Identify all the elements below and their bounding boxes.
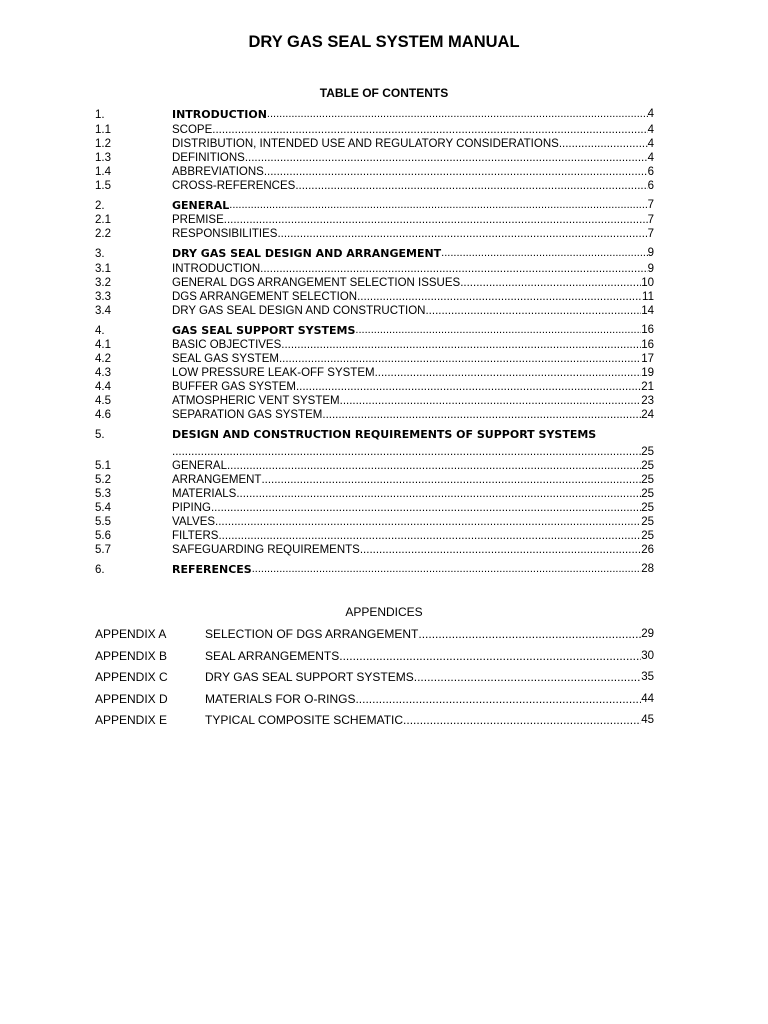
toc-subentry-page: 7 (647, 214, 654, 226)
appendix-title: MATERIALS FOR O-RINGS (205, 691, 356, 706)
appendix-text (205, 669, 654, 691)
toc-entry[interactable] (95, 246, 654, 262)
toc-subentry-number: 5.7 (95, 543, 111, 556)
toc-entry[interactable] (95, 107, 654, 123)
toc-subentry-page: 4 (647, 137, 654, 150)
toc-subentry-number: 1.3 (95, 151, 111, 164)
appendix-title: DRY GAS SEAL SUPPORT SYSTEMS (205, 670, 414, 684)
appendix-number: APPENDIX B (95, 648, 168, 663)
toc-subentry-text (172, 165, 654, 179)
toc-section (95, 246, 654, 318)
toc-subentry[interactable] (95, 227, 654, 241)
toc-subentry-number: 5.1 (95, 459, 111, 472)
toc-section (95, 107, 654, 193)
dot-leader (441, 246, 647, 262)
toc-entry-text (172, 107, 654, 123)
toc-entry-continuation (95, 445, 654, 459)
toc-entry-title: REFERENCES (172, 562, 252, 576)
dot-leader (357, 290, 642, 304)
appendix-text (205, 626, 654, 648)
toc-subentry-page: 11 (642, 290, 654, 303)
toc-subentry[interactable] (95, 262, 654, 276)
toc-subentry-title: CROSS-REFERENCES (172, 179, 296, 192)
toc-subentry-page: 25 (641, 487, 654, 500)
toc-subentry-page: 6 (647, 179, 654, 192)
toc-entry-text (172, 445, 654, 459)
toc-subentry-title: MATERIALS (172, 487, 237, 500)
dot-leader (236, 487, 641, 501)
toc-subentry-title: SCOPE (172, 123, 213, 136)
toc-subentry-page: 24 (641, 409, 654, 421)
toc-subentry[interactable] (95, 151, 654, 165)
toc-subentry-text (172, 543, 654, 557)
toc-section (95, 562, 654, 578)
toc-subentry-title: SEAL GAS SYSTEM (172, 353, 279, 365)
dot-leader (281, 338, 641, 352)
dot-leader (339, 648, 641, 670)
toc-subentry-page: 4 (647, 151, 654, 164)
toc-subentry-text (172, 501, 654, 515)
toc-subentry-number: 5.2 (95, 473, 111, 486)
toc-subentry[interactable] (95, 543, 654, 557)
toc-subentry-page: 25 (641, 473, 654, 486)
toc-entry-page: 28 (641, 562, 654, 575)
toc-subentry-page: 17 (641, 353, 654, 365)
toc-entry-title: GENERAL (172, 198, 230, 212)
toc-subentry-text (172, 262, 654, 276)
toc-section (95, 198, 654, 242)
toc-subentry[interactable] (95, 515, 654, 529)
toc-subentry-number: 4.4 (95, 381, 111, 393)
appendix-page: 30 (641, 649, 654, 662)
toc-subentry-text (172, 137, 654, 151)
toc-subentry-text (172, 338, 654, 352)
toc-subentry-number: 4.2 (95, 353, 111, 365)
toc-subentry-text (172, 213, 654, 227)
toc-subentry-number: 4.3 (95, 367, 111, 379)
toc-subentry-page: 4 (647, 123, 654, 136)
toc-entry-number: 3. (95, 248, 105, 260)
toc-subentry-page: 23 (641, 395, 654, 407)
toc-subentry[interactable] (95, 366, 654, 380)
toc-subentry-title: LOW PRESSURE LEAK-OFF SYSTEM (172, 367, 375, 379)
table-of-contents (95, 107, 654, 582)
dot-leader (559, 137, 648, 151)
toc-subentry-title: BUFFER GAS SYSTEM (172, 381, 296, 393)
appendix-title: SELECTION OF DGS ARRANGEMENT (205, 627, 419, 641)
toc-subentry[interactable] (95, 380, 654, 394)
dot-leader (295, 179, 647, 193)
toc-subentry-page: 21 (641, 381, 654, 393)
appendix-number: APPENDIX E (95, 713, 168, 727)
dot-leader (260, 262, 647, 276)
dot-leader (261, 473, 641, 487)
dot-leader (218, 529, 641, 543)
toc-subentry-title: DISTRIBUTION, INTENDED USE AND REGULATORY CONSIDERATIONS (172, 137, 559, 150)
toc-subentry-number: 4.6 (95, 409, 111, 421)
toc-subentry-page: 10 (641, 276, 654, 289)
toc-subentry-title: ATMOSPHERIC VENT SYSTEM (172, 395, 340, 407)
toc-subentry[interactable] (95, 487, 654, 501)
toc-entry[interactable] (95, 198, 654, 214)
appendix-text (205, 648, 654, 670)
dot-leader (360, 543, 641, 557)
toc-subentry-number: 5.5 (95, 515, 111, 528)
dot-leader (375, 366, 642, 380)
toc-subentry-title: GENERAL (172, 459, 227, 472)
toc-subentry-page: 6 (647, 165, 654, 178)
appendix-page: 45 (641, 714, 654, 726)
toc-subentry[interactable] (95, 123, 654, 137)
dot-leader (264, 165, 648, 179)
dot-leader (224, 213, 648, 227)
toc-subentry-title: GENERAL DGS ARRANGEMENT SELECTION ISSUES (172, 276, 461, 289)
dot-leader (322, 408, 641, 422)
toc-entry-title: INTRODUCTION (172, 108, 267, 121)
toc-subentry-title: PREMISE (172, 214, 224, 226)
dot-leader (172, 445, 641, 459)
toc-entry-number: 4. (95, 324, 105, 337)
document-title: DRY GAS SEAL SYSTEM MANUAL (248, 33, 520, 51)
dot-leader (355, 323, 641, 339)
toc-subentry-text (172, 179, 654, 193)
toc-subentry-text (172, 380, 654, 394)
toc-entry-number: 5. (95, 429, 105, 441)
appendix-entry[interactable] (95, 712, 654, 734)
toc-subentry-text (172, 515, 654, 529)
toc-entry-number: 2. (95, 199, 105, 212)
toc-subentry-text (172, 352, 654, 366)
dot-leader (403, 712, 641, 734)
toc-subentry-title: ABBREVIATIONS (172, 165, 264, 178)
toc-entry-page: 9 (647, 247, 654, 259)
dot-leader (355, 691, 641, 713)
toc-subentry-page: 7 (647, 228, 654, 240)
dot-leader (229, 198, 647, 214)
appendix-page: 29 (641, 628, 654, 640)
toc-subentry-number: 4.5 (95, 395, 111, 407)
appendix-number: APPENDIX C (95, 670, 168, 684)
toc-subentry-number: 4.1 (95, 339, 111, 351)
dot-leader (267, 107, 648, 123)
toc-subentry[interactable] (95, 473, 654, 487)
toc-entry-page: 7 (647, 198, 654, 211)
toc-subentry-number: 3.4 (95, 304, 111, 317)
toc-subentry-number: 1.4 (95, 165, 111, 178)
toc-entry-text (172, 246, 654, 262)
toc-subentry-number: 3.1 (95, 262, 111, 275)
toc-subentry-text (172, 227, 654, 241)
toc-entry-title: DRY GAS SEAL DESIGN AND ARRANGEMENT (172, 247, 442, 260)
toc-subentry-text (172, 473, 654, 487)
toc-subentry[interactable] (95, 165, 654, 179)
toc-subentry[interactable] (95, 290, 654, 304)
toc-subentry[interactable] (95, 408, 654, 422)
appendix-number: APPENDIX A (95, 627, 167, 641)
toc-subentry-number: 5.4 (95, 501, 111, 514)
toc-subentry-number: 5.3 (95, 487, 111, 500)
toc-subentry[interactable] (95, 394, 654, 408)
toc-subentry-title: SAFEGUARDING REQUIREMENTS (172, 543, 360, 556)
toc-subentry-page: 14 (641, 304, 654, 317)
toc-subentry-text (172, 529, 654, 543)
toc-subentry-text (172, 487, 654, 501)
toc-subentry-number: 2.2 (95, 228, 111, 240)
toc-subentry[interactable] (95, 459, 654, 473)
appendix-title: SEAL ARRANGEMENTS (205, 648, 340, 663)
toc-entry[interactable] (95, 427, 654, 443)
toc-subentry-number: 2.1 (95, 214, 111, 226)
toc-entry[interactable] (95, 562, 654, 578)
toc-entry-number: 1. (95, 109, 105, 121)
appendix-entry[interactable] (95, 669, 654, 691)
toc-subentry-text (172, 123, 654, 137)
toc-subentry-text (172, 151, 654, 165)
appendix-page: 35 (641, 671, 654, 683)
dot-leader (252, 562, 641, 578)
toc-subentry-text (172, 366, 654, 380)
toc-subentry-title: BASIC OBJECTIVES (172, 339, 282, 351)
toc-subentry-page: 25 (641, 459, 654, 472)
toc-subentry[interactable] (95, 304, 654, 318)
appendix-text (205, 712, 654, 734)
toc-subentry-text (172, 459, 654, 473)
toc-subentry-text (172, 276, 654, 290)
dot-leader (277, 227, 647, 241)
dot-leader (414, 669, 641, 691)
toc-entry-text (172, 562, 654, 578)
toc-subentry-number: 1.5 (95, 179, 111, 192)
toc-subentry-title: RESPONSIBILITIES (172, 228, 278, 240)
dot-leader (340, 394, 642, 408)
toc-entry[interactable] (95, 323, 654, 339)
dot-leader (212, 123, 647, 137)
toc-subentry-page: 16 (641, 339, 654, 351)
toc-entry-title: DESIGN AND CONSTRUCTION REQUIREMENTS OF SUPPORT SYSTEMS (172, 428, 597, 441)
toc-subentry[interactable] (95, 529, 654, 543)
toc-heading: TABLE OF CONTENTS (319, 86, 449, 100)
toc-subentry-number: 3.3 (95, 290, 111, 303)
toc-subentry-title: FILTERS (172, 529, 219, 542)
toc-entry-text (172, 198, 654, 214)
toc-entry-page: 25 (641, 445, 654, 458)
dot-leader (211, 501, 641, 515)
toc-subentry-text (172, 290, 654, 304)
toc-subentry-page: 26 (641, 543, 654, 556)
toc-subentry-title: SEPARATION GAS SYSTEM (172, 409, 323, 421)
appendix-entry[interactable] (95, 691, 654, 713)
toc-entry-title: GAS SEAL SUPPORT SYSTEMS (172, 323, 356, 337)
toc-subentry[interactable] (95, 338, 654, 352)
toc-subentry-page: 25 (641, 501, 654, 514)
dot-leader (245, 151, 648, 165)
appendix-text (205, 691, 654, 713)
appendix-entry[interactable] (95, 626, 654, 648)
toc-subentry-number: 5.6 (95, 529, 111, 542)
toc-subentry[interactable] (95, 213, 654, 227)
toc-entry-page: 16 (641, 323, 654, 336)
dot-leader (279, 352, 641, 366)
toc-entry-text (172, 323, 654, 339)
toc-subentry-title: DEFINITIONS (172, 151, 245, 164)
toc-subentry-page: 9 (647, 262, 654, 275)
appendix-entry[interactable] (95, 648, 654, 670)
appendices-heading: APPENDICES (345, 605, 423, 619)
dot-leader (227, 459, 641, 473)
dot-leader (425, 304, 641, 318)
toc-subentry-text (172, 394, 654, 408)
toc-subentry-number: 1.1 (95, 123, 111, 136)
toc-subentry[interactable] (95, 276, 654, 290)
appendix-page: 44 (641, 692, 654, 705)
toc-subentry-title: DRY GAS SEAL DESIGN AND CONSTRUCTION (172, 304, 426, 317)
toc-subentry-title: VALVES (172, 515, 216, 528)
toc-subentry-text (172, 408, 654, 422)
toc-entry-number: 6. (95, 563, 105, 576)
toc-subentry-title: PIPING (172, 501, 211, 514)
toc-subentry-text (172, 304, 654, 318)
toc-subentry[interactable] (95, 352, 654, 366)
toc-subentry-number: 3.2 (95, 276, 111, 289)
appendix-title: TYPICAL COMPOSITE SCHEMATIC (205, 713, 404, 727)
toc-subentry-number: 1.2 (95, 137, 111, 150)
toc-subentry-page: 19 (641, 367, 654, 379)
toc-entry-page: 4 (647, 108, 654, 120)
toc-subentry-title: DGS ARRANGEMENT SELECTION (172, 290, 358, 303)
dot-leader (296, 380, 641, 394)
toc-subentry[interactable] (95, 137, 654, 151)
dot-leader (215, 515, 641, 529)
appendix-number: APPENDIX D (95, 691, 168, 706)
toc-subentry-title: ARRANGEMENT (172, 473, 262, 486)
appendices-list (95, 626, 654, 734)
toc-subentry[interactable] (95, 501, 654, 515)
toc-entry-text (172, 427, 654, 443)
toc-subentry-page: 25 (641, 515, 654, 528)
toc-section (95, 427, 654, 557)
toc-subentry[interactable] (95, 179, 654, 193)
dot-leader (418, 626, 641, 648)
dot-leader (460, 276, 641, 290)
toc-subentry-page: 25 (641, 529, 654, 542)
toc-subentry-title: INTRODUCTION (172, 262, 261, 275)
toc-section (95, 323, 654, 423)
